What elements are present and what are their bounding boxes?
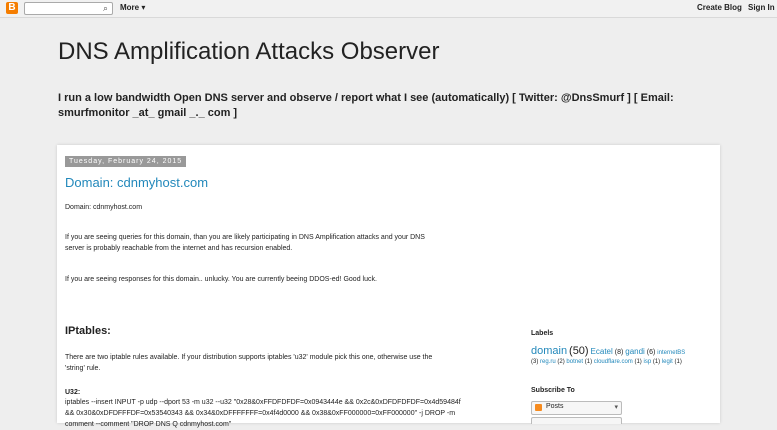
- label-count: (50): [569, 345, 589, 357]
- label-link[interactable]: Ecatel: [590, 347, 613, 356]
- code-line: && 0x30&0xDFDFFFDF=0x53540343 && 0x34&0xDFFFFFFF=0x4f4d0000 && 0x38&0xFF000000=0xFF000000" -j DROP -m: [65, 410, 456, 417]
- sign-in-link[interactable]: Sign In: [748, 3, 775, 12]
- label-link[interactable]: legit: [661, 359, 673, 365]
- label-link[interactable]: domain: [531, 345, 568, 357]
- blogger-logo-icon[interactable]: B: [6, 2, 18, 14]
- label-link[interactable]: botnet: [566, 359, 584, 365]
- u32-label: U32:: [65, 389, 81, 396]
- blog-header: [0, 18, 777, 145]
- label-count: (3): [531, 359, 539, 365]
- label-count: (1): [634, 359, 642, 365]
- more-menu-button[interactable]: More ▾: [120, 3, 146, 12]
- post-paragraph: If you are seeing queries for this domain, than you are likely participating in DNS Amplification attacks and your DNS: [65, 234, 425, 241]
- post-title[interactable]: Domain: cdnmyhost.com: [65, 175, 209, 190]
- blog-title[interactable]: DNS Amplification Attacks Observer: [58, 38, 440, 65]
- label-count: (1): [652, 359, 661, 365]
- label-link[interactable]: gandi: [625, 347, 645, 356]
- label-count: (6): [646, 349, 656, 356]
- post-domain-line: Domain: cdnmyhost.com: [65, 204, 143, 211]
- post-paragraph: If you are seeing responses for this domain.. unlucky. You are currently beeing DDOS-ed! Good luck.: [65, 276, 377, 283]
- code-line: iptables --insert INPUT -p udp --dport 53 -m u32 --u32 "0x28&0xFFDFDFDF=0x0943444e && 0x2c&0xDFDFDFDF=0x4d59484f: [65, 399, 461, 406]
- blog-description: I run a low bandwidth Open DNS server and observe / report what I see (automatically) [ Twitter: @DnsSmurf ] [ Email: smurfmonitor _at_ gmail _._ com ]: [58, 92, 674, 119]
- label-link[interactable]: reg.ru: [540, 359, 556, 365]
- rss-icon: [535, 404, 542, 411]
- code-line: comment --comment "DROP DNS Q cdnmyhost.com": [65, 421, 232, 428]
- subscribe-posts-dropdown[interactable]: [531, 401, 622, 415]
- label-link[interactable]: cloudflare.com: [593, 359, 633, 365]
- search-icon[interactable]: ⌕: [102, 3, 109, 13]
- label-link[interactable]: internetBS: [657, 350, 686, 356]
- subscribe-heading: Subscribe To: [531, 387, 575, 394]
- label-count: (2): [557, 359, 565, 365]
- label-link[interactable]: isp: [643, 359, 652, 365]
- label-count: (8): [614, 349, 624, 356]
- post-paragraph: server is probably reachable from the internet and has recursion enabled.: [65, 245, 293, 252]
- label-count: (1): [584, 359, 593, 365]
- chevron-down-icon: ▾: [614, 404, 618, 411]
- label-count: (1): [674, 359, 682, 365]
- post-paragraph: 'string' rule.: [65, 365, 101, 372]
- main-content: [57, 145, 720, 428]
- create-blog-link[interactable]: Create Blog: [697, 3, 742, 12]
- post-paragraph: There are two iptable rules available. If your distribution supports iptables 'u32' module pick this one, otherwise use the: [65, 354, 433, 361]
- navbar: [0, 0, 777, 18]
- labels-cloud: [531, 345, 685, 357]
- labels-cloud-small: [531, 359, 682, 365]
- subscribe-posts-label: Posts: [546, 403, 564, 410]
- date-header: Tuesday, February 24, 2015: [65, 156, 186, 167]
- iptables-heading: IPtables:: [65, 325, 111, 337]
- labels-heading: Labels: [531, 330, 554, 337]
